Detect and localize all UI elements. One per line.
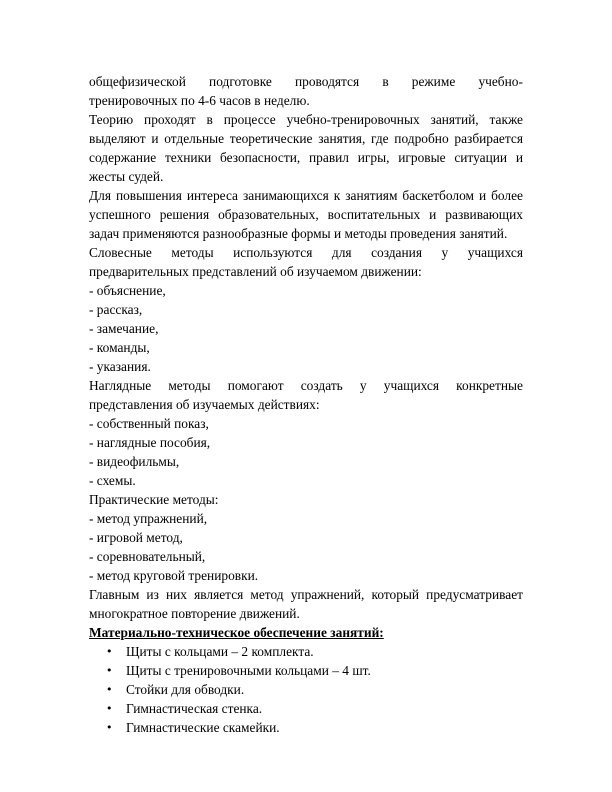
paragraph-visual-line1 (89, 376, 523, 395)
list-item: - метод упражнений, (89, 511, 208, 526)
list-item: - видеофильмы, (89, 454, 180, 469)
practical-methods-title: Практические методы: (89, 492, 219, 507)
word: общефизической (89, 74, 186, 89)
word: проводятся (294, 74, 360, 89)
word: конкретные (456, 378, 523, 393)
list-item-text: Щиты с тренировочными кольцами – 4 шт. (126, 663, 371, 678)
list-item: - указания. (89, 359, 151, 374)
visual-methods-list (89, 414, 523, 490)
paragraph-verbal-line1 (89, 243, 523, 262)
list-item: - собственный показ, (89, 416, 209, 431)
list-item: - игровой метод, (89, 530, 183, 545)
word: режиме (411, 74, 456, 89)
equipment-heading: Материально-техническое обеспечение занятий: (89, 625, 384, 640)
word: помогают (227, 378, 284, 393)
verbal-methods-list (89, 281, 523, 376)
bullet-icon: • (106, 702, 113, 715)
word: создать (300, 378, 343, 393)
bullet-icon: • (106, 664, 113, 677)
list-item: - соревновательный, (89, 549, 206, 564)
equipment-list (89, 642, 523, 737)
paragraph-theory: Теорию проходят в процессе учебно-тренировочных занятий, также выделяют и отдельные теоретические занятия, где подробно разбирается содержание техники безопасности, правил игры, игровые ситуации и жесты судей. (89, 112, 523, 184)
word: у (441, 245, 449, 260)
paragraph-schedule-line2: тренировочных по 4-6 часов в неделю. (89, 93, 310, 108)
document-page (89, 72, 523, 737)
word: методы (171, 245, 214, 260)
list-item-text: Стойки для обводки. (126, 682, 245, 697)
word: у (359, 378, 367, 393)
paragraph-main-method: Главным из них является метод упражнений, который предусматривает многократное повторение движений. (89, 587, 523, 621)
list-item (89, 699, 523, 718)
word: в (382, 74, 389, 89)
list-item: - наглядные пособия, (89, 435, 211, 450)
paragraph-visual-line2: представления об изучаемых действиях: (89, 397, 320, 412)
list-item (89, 680, 523, 699)
word: для (331, 245, 352, 260)
list-item-text: Гимнастическая стенка. (126, 701, 263, 716)
word: учащихся (383, 378, 440, 393)
list-item: - замечание, (89, 321, 159, 336)
bullet-icon: • (106, 721, 113, 734)
word: методы (168, 378, 211, 393)
list-item: - рассказ, (89, 302, 143, 317)
list-item: - объяснение, (89, 283, 166, 298)
word: подготовке (209, 74, 272, 89)
word: учебно- (478, 74, 523, 89)
bullet-icon: • (106, 683, 113, 696)
bullet-icon: • (106, 645, 113, 658)
list-item-text: Гимнастические скамейки. (126, 720, 280, 735)
list-item (89, 661, 523, 680)
list-item (89, 642, 523, 661)
list-item (89, 718, 523, 737)
list-item: - команды, (89, 340, 150, 355)
list-item: - метод круговой тренировки. (89, 568, 259, 583)
paragraph-verbal-line2: предварительных представлений об изучаемом движении: (89, 264, 422, 279)
word: Наглядные (89, 378, 152, 393)
practical-methods-list (89, 509, 523, 585)
list-item: - схемы. (89, 473, 136, 488)
paragraph-interest: Для повышения интереса занимающихся к занятиям баскетболом и более успешного решения образовательных, воспитательных и развивающих задач применяются разнообразные формы и методы проведения занятий. (89, 188, 523, 241)
word: учащихся (467, 245, 523, 260)
word: используются (233, 245, 313, 260)
list-item-text: Щиты с кольцами – 2 комплекта. (126, 644, 314, 659)
word: создания (371, 245, 422, 260)
word: Словесные (89, 245, 152, 260)
paragraph-schedule-line1 (89, 72, 523, 91)
